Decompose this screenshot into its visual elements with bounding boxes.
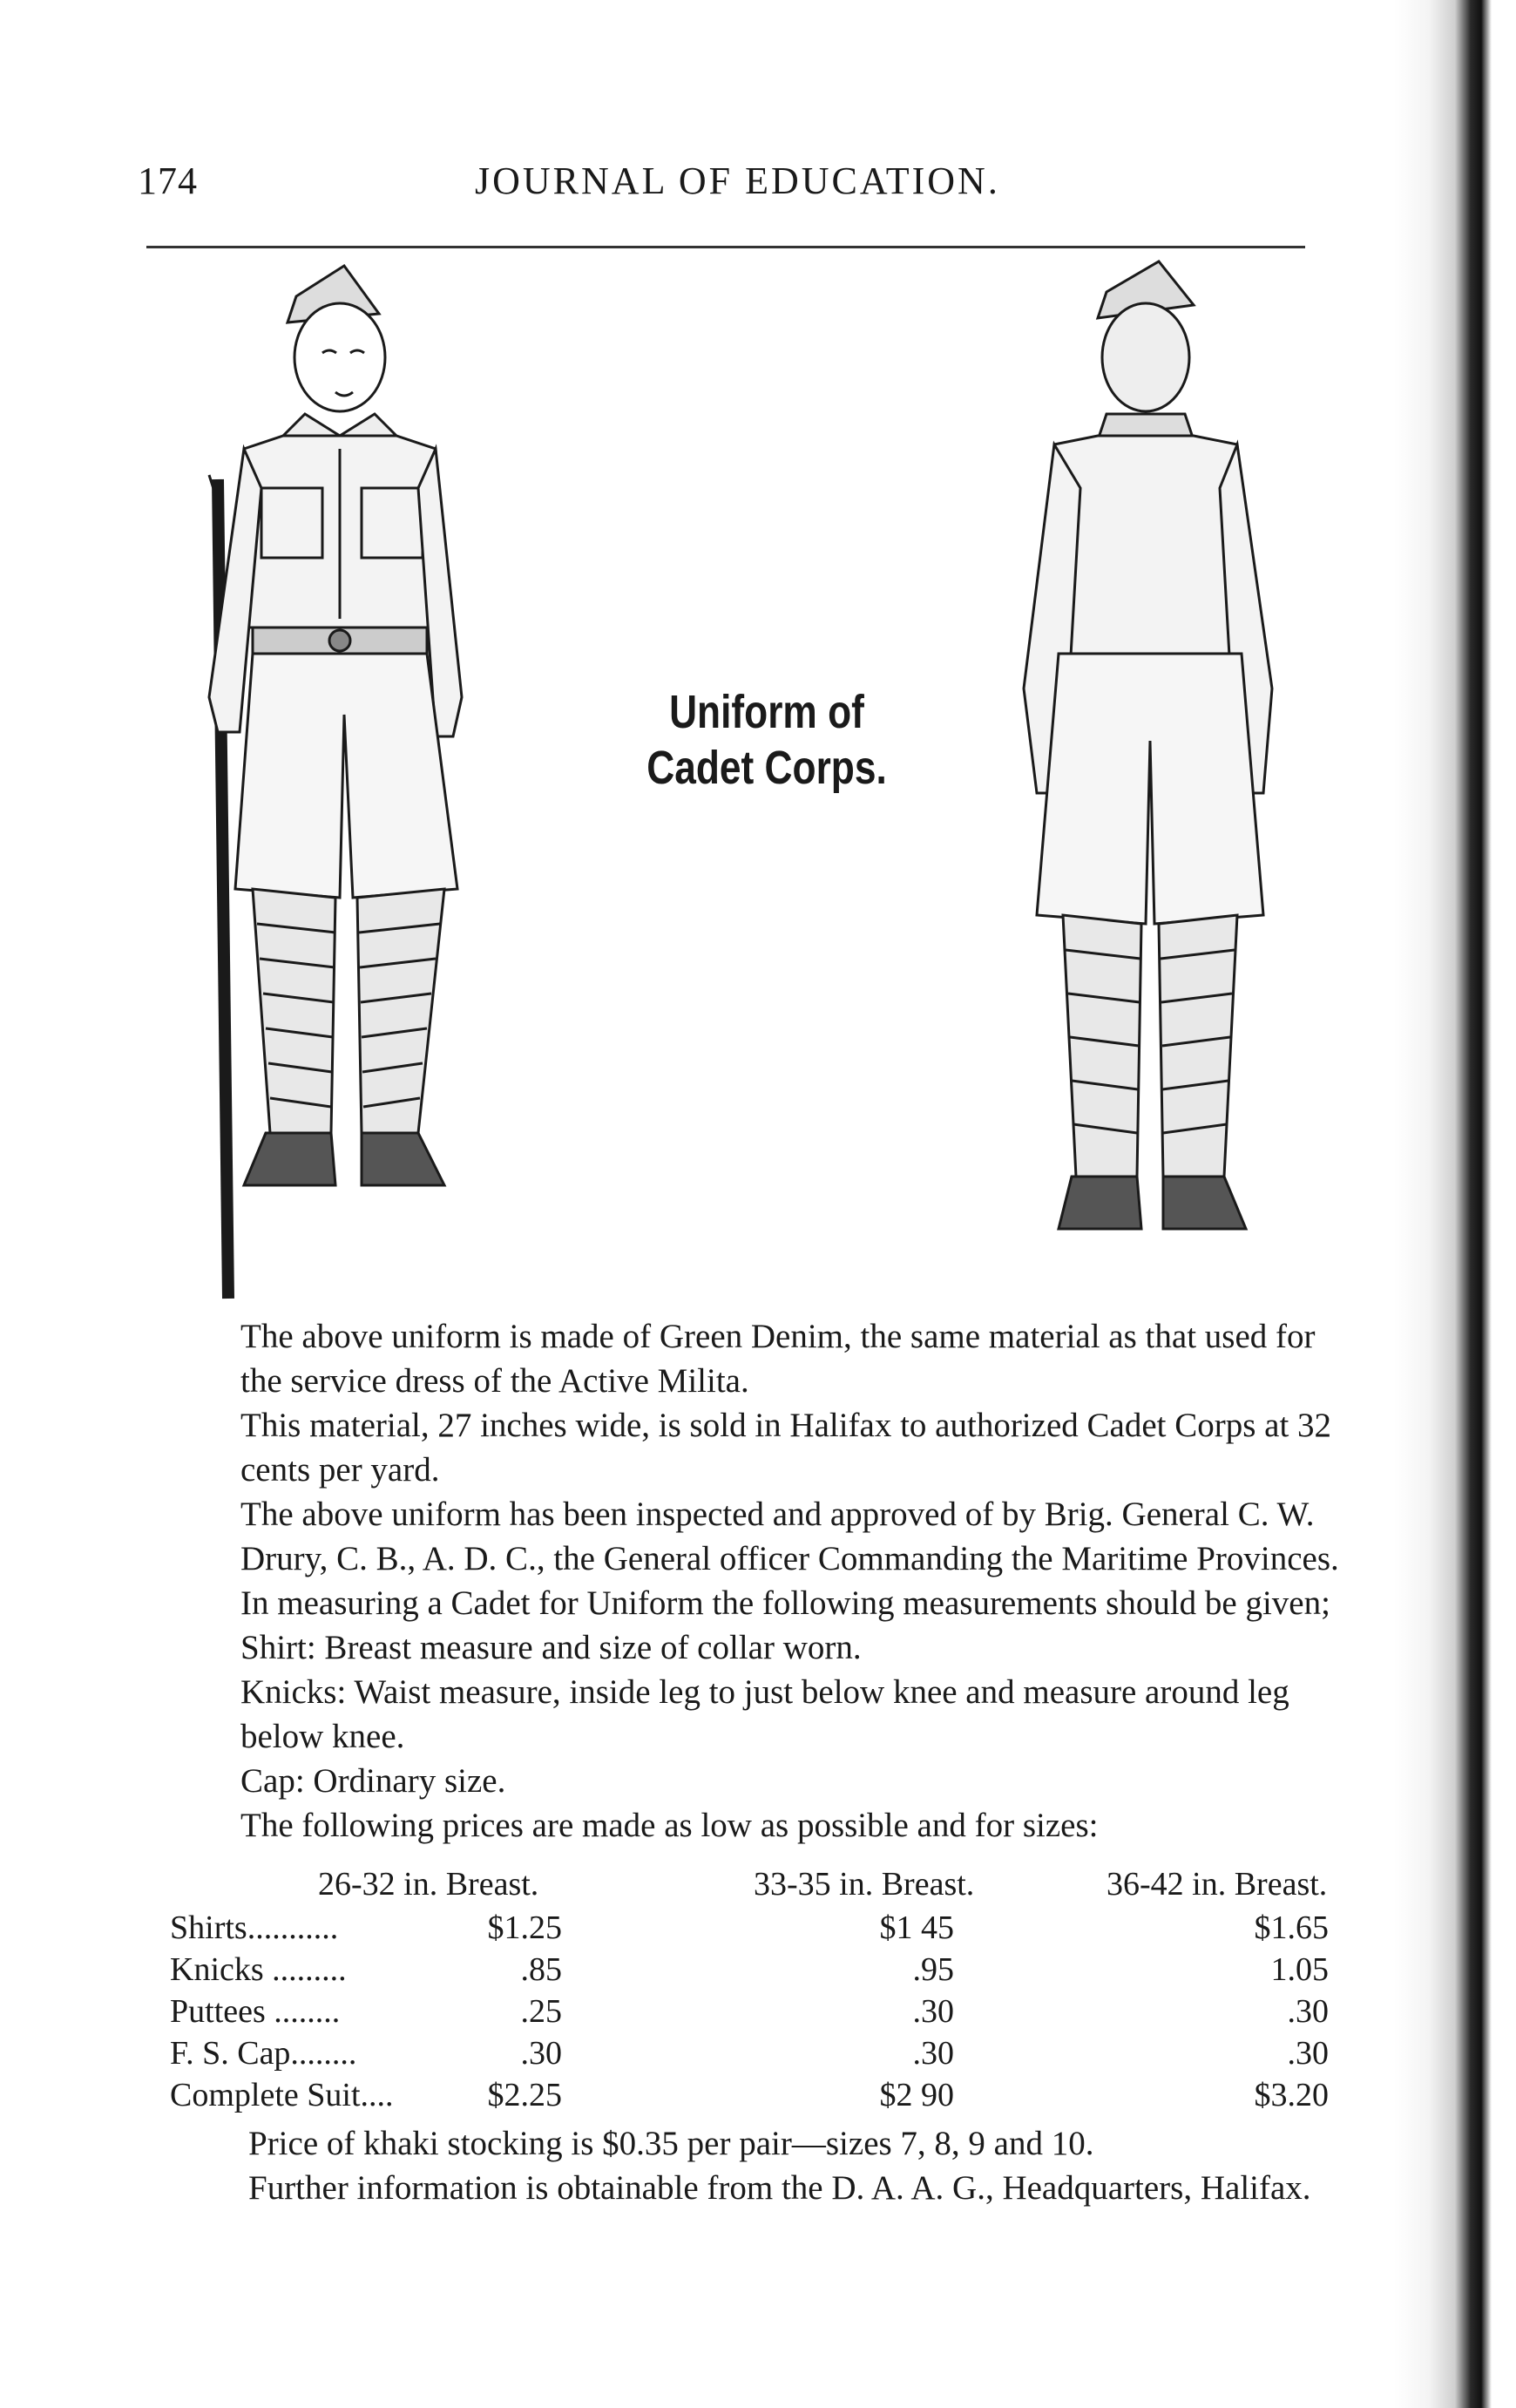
item-name: Puttees ........ [170,1993,341,2030]
item-name: Knicks ......... [170,1951,347,1988]
price-small: .30 [520,2035,562,2072]
paragraph-shirt: Shirt: Breast measure and size of collar worn. [240,1629,862,1666]
page-number: 174 [138,159,198,202]
price-table [170,1909,1346,2118]
body-text [164,1314,1349,1848]
price-large: $3.20 [1254,2077,1329,2113]
price-small: $2.25 [487,2077,562,2113]
paragraph-stocking-price: Price of khaki stocking is $0.35 per pair—sizes 7, 8, 9 and 10. [248,2125,1094,2162]
price-medium: .95 [912,1951,954,1988]
price-medium: $1 45 [879,1909,954,1946]
price-medium: $2 90 [879,2077,954,2113]
table-row [170,1992,1346,2034]
paragraph-cap: Cap: Ordinary size. [240,1762,506,1800]
caption-line-1: Uniform of [669,686,864,738]
footer-text [170,2121,1346,2210]
price-large: 1.05 [1270,1951,1329,1988]
table-row [170,2034,1346,2076]
cadet-back-view-illustration [976,253,1324,1290]
item-name: F. S. Cap........ [170,2035,357,2072]
page-binding-edge [1394,0,1516,2408]
size-header-small: 26-32 in. Breast. [318,1866,539,1903]
table-row [170,1909,1346,1950]
figure-caption [638,684,895,796]
price-large: .30 [1287,2035,1329,2072]
price-small: $1.25 [487,1909,562,1946]
paragraph-measuring: In measuring a Cadet for Uniform the following measurements should be given; [240,1584,1330,1622]
paragraph-knicks: Knicks: Waist measure, inside leg to just below knee and measure around leg below knee. [240,1673,1289,1755]
price-large: .30 [1287,1993,1329,2030]
paragraph-material: The above uniform is made of Green Denim, the same material as that used for the service dress of the Active Milita. [240,1318,1316,1400]
item-name: Complete Suit.... [170,2077,394,2113]
item-name: Shirts........... [170,1909,339,1946]
price-small: .85 [520,1951,562,1988]
size-header-large: 36-42 in. Breast. [1107,1866,1328,1903]
price-table-size-headers [318,1865,1346,1909]
paragraph-approval: The above uniform has been inspected and approved of by Brig. General C. W. Drury, C. B., A. D. C., the General officer Commanding the Maritime Provinces. [240,1496,1339,1577]
caption-line-2: Cadet Corps. [646,742,887,794]
paragraph-width-price: This material, 27 inches wide, is sold in Halifax to authorized Cadet Corps at 32 cents per yard. [240,1407,1332,1489]
paragraph-further-info: Further information is obtainable from the D. A. A. G., Headquarters, Halifax. [248,2169,1311,2207]
header-rule [146,246,1305,248]
table-row [170,1950,1346,1992]
running-title: JOURNAL OF EDUCATION. [475,159,1000,202]
price-medium: .30 [912,1993,954,2030]
price-large: $1.65 [1254,1909,1329,1946]
cadet-front-view-illustration [157,261,531,1307]
page-header [131,159,1316,202]
paragraph-prices-intro: The following prices are made as low as possible and for sizes: [240,1807,1099,1844]
size-header-medium: 33-35 in. Breast. [754,1866,975,1903]
price-small: .25 [520,1993,562,2030]
table-row [170,2076,1346,2118]
price-medium: .30 [912,2035,954,2072]
